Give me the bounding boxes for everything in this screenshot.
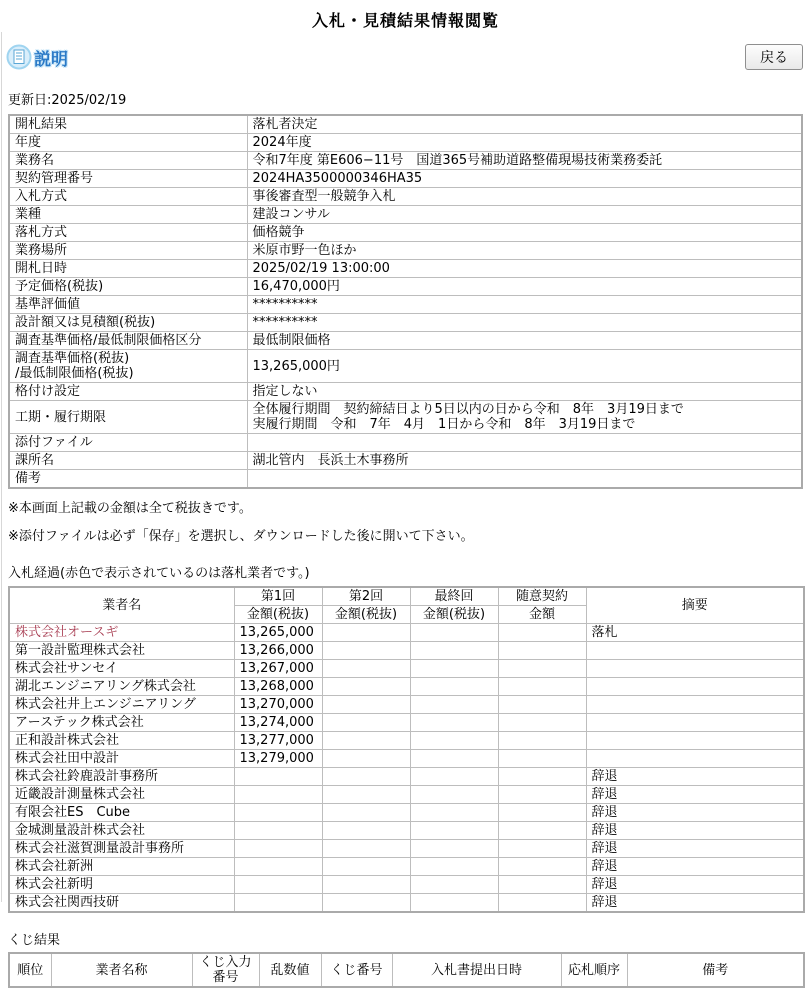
toolbar [6,41,803,73]
bid-remark-cell: 辞退 [586,876,804,894]
bid-vendor-cell: アーステック株式会社 [9,714,234,732]
bid-row [9,786,804,804]
details-label: 年度 [9,134,247,152]
details-row [9,134,802,152]
bid-vendor-cell: 株式会社井上エンジニアリング [9,696,234,714]
details-value: 米原市野一色ほか [247,242,802,260]
bid-amount-cell [234,804,322,822]
details-value: 価格競争 [247,224,802,242]
details-value: 2024年度 [247,134,802,152]
details-label: 添付ファイル [9,434,247,452]
bid-row [9,624,804,642]
details-label: 開札日時 [9,260,247,278]
bid-vendor-cell: 有限会社ES Cube [9,804,234,822]
details-label: 設計額又は見積額(税抜) [9,314,247,332]
bid-amount-cell [234,840,322,858]
bid-amount-cell [322,768,410,786]
bid-amount-cell [322,804,410,822]
bid-amount-cell [410,678,498,696]
bid-amount-cell: 13,279,000 [234,750,322,768]
col-negotiated: 随意契約 [498,587,586,606]
bid-amount-cell [322,696,410,714]
details-value: 13,265,000円 [247,350,802,383]
bid-amount-cell [498,786,586,804]
bid-amount-cell [410,732,498,750]
bid-amount-cell [410,894,498,913]
bid-amount-cell [322,642,410,660]
bid-remark-cell: 辞退 [586,786,804,804]
bid-amount-cell [498,642,586,660]
bid-remark-cell: 辞退 [586,840,804,858]
bid-row [9,894,804,913]
details-table [8,114,803,489]
bid-amount-cell [498,876,586,894]
bid-row [9,768,804,786]
bid-remark-cell: 辞退 [586,858,804,876]
lottery-header-row [9,953,804,987]
details-row [9,350,802,383]
updated-date: 更新日:2025/02/19 [8,93,127,108]
bid-row [9,660,804,678]
bid-remark-cell [586,732,804,750]
details-row [9,170,802,188]
details-label: 工期・履行期限 [9,401,247,434]
col-lottery-remark: 備考 [627,953,804,987]
details-row [9,452,802,470]
details-label: 入札方式 [9,188,247,206]
col-lottery-entry-number: くじ入力番号 [192,953,259,987]
details-label: 調査基準価格/最低制限価格区分 [9,332,247,350]
details-value [247,434,802,452]
bid-vendor-cell: 株式会社鈴鹿設計事務所 [9,768,234,786]
details-value: 最低制限価格 [247,332,802,350]
bid-vendor-cell: 近畿設計測量株式会社 [9,786,234,804]
details-row [9,332,802,350]
details-label: 予定価格(税抜) [9,278,247,296]
col-round1: 第1回 [234,587,322,606]
bid-amount-cell [322,624,410,642]
note-tax: ※本画面上記載の金額は全て税抜きです。 [8,501,252,516]
bid-remark-cell [586,714,804,732]
details-row [9,470,802,489]
bid-amount-cell [322,750,410,768]
bid-amount-cell: 13,277,000 [234,732,322,750]
bid-amount-cell [322,660,410,678]
bid-amount-cell [322,894,410,913]
details-row [9,278,802,296]
details-value: 2025/02/19 13:00:00 [247,260,802,278]
bid-amount-cell [410,804,498,822]
bid-remark-cell: 辞退 [586,894,804,913]
bid-amount-cell [322,858,410,876]
bid-section-heading: 入札経過(赤色で表示されているのは落札業者です。) [8,566,310,581]
bid-row [9,714,804,732]
document-icon [6,44,32,70]
bid-remark-cell [586,678,804,696]
bid-vendor-cell: 株式会社関西技研 [9,894,234,913]
bid-amount-cell [322,786,410,804]
bid-table-body [9,624,804,913]
bid-remark-cell [586,660,804,678]
bid-row [9,858,804,876]
details-label: 業務場所 [9,242,247,260]
bid-amount-cell: 13,274,000 [234,714,322,732]
bid-amount-cell [498,624,586,642]
details-value: 事後審査型一般競争入札 [247,188,802,206]
bid-row [9,678,804,696]
bid-row [9,804,804,822]
bid-vendor-cell: 株式会社田中設計 [9,750,234,768]
bid-amount-cell [410,714,498,732]
bid-amount-cell [410,696,498,714]
bid-amount-cell: 13,266,000 [234,642,322,660]
back-button[interactable]: 戻る [745,44,803,70]
bid-amount-cell [322,876,410,894]
bid-vendor-cell: 株式会社新明 [9,876,234,894]
details-label: 備考 [9,470,247,489]
bid-row [9,732,804,750]
bid-amount-cell [498,696,586,714]
bid-amount-cell [234,768,322,786]
bid-remark-cell: 辞退 [586,768,804,786]
details-row [9,115,802,134]
bid-row [9,642,804,660]
bid-amount-cell [498,660,586,678]
bid-amount-cell [410,840,498,858]
details-row [9,314,802,332]
frame-divider [1,32,2,902]
bid-amount-cell [234,786,322,804]
bid-vendor-cell: 正和設計株式会社 [9,732,234,750]
col-remark: 摘要 [586,587,804,624]
col-final: 最終回 [410,587,498,606]
bid-amount-cell [498,840,586,858]
bid-amount-cell [410,786,498,804]
bid-amount-cell [498,768,586,786]
details-label: 課所名 [9,452,247,470]
details-value: ********** [247,314,802,332]
bid-amount-cell [410,822,498,840]
bid-amount-cell [234,894,322,913]
bid-amount-cell [322,732,410,750]
details-value: 指定しない [247,383,802,401]
col-bid-order: 応札順序 [561,953,627,987]
col-final-sub: 金額(税抜) [410,606,498,624]
col-rank: 順位 [9,953,51,987]
bid-remark-cell [586,642,804,660]
details-row [9,434,802,452]
details-label: 業務名 [9,152,247,170]
bid-amount-cell: 13,268,000 [234,678,322,696]
bid-amount-cell [498,714,586,732]
bid-vendor-cell: 湖北エンジニアリング株式会社 [9,678,234,696]
bid-amount-cell [498,732,586,750]
bid-row [9,822,804,840]
bid-amount-cell [498,804,586,822]
bid-amount-cell [498,858,586,876]
bid-amount-cell [410,624,498,642]
col-round1-sub: 金額(税抜) [234,606,322,624]
details-value: ********** [247,296,802,314]
bid-remark-cell: 辞退 [586,804,804,822]
bid-amount-cell [322,678,410,696]
details-row [9,260,802,278]
details-table-body [9,115,802,488]
details-label: 開札結果 [9,115,247,134]
bid-row [9,696,804,714]
bid-amount-cell [410,750,498,768]
bid-amount-cell [410,660,498,678]
col-lottery-number: くじ番号 [321,953,392,987]
page-title: 入札・見積結果情報閲覧 [311,11,499,30]
details-value: 令和7年度 第E606−11号 国道365号補助道路整備現場技術業務委託 [247,152,802,170]
bid-amount-cell [322,714,410,732]
details-label: 調査基準価格(税抜) /最低制限価格(税抜) [9,350,247,383]
details-row [9,152,802,170]
bid-amount-cell: 13,267,000 [234,660,322,678]
details-row [9,188,802,206]
details-row [9,296,802,314]
bid-vendor-cell: 金城測量設計株式会社 [9,822,234,840]
bid-amount-cell [322,840,410,858]
details-value: 湖北管内 長浜土木事務所 [247,452,802,470]
bid-remark-cell: 辞退 [586,822,804,840]
bid-remark-cell [586,750,804,768]
bid-header-row-1 [9,587,804,606]
help-button-label: 説明 [34,49,68,70]
details-value: 16,470,000円 [247,278,802,296]
details-label: 業種 [9,206,247,224]
bid-amount-cell [498,750,586,768]
details-row [9,383,802,401]
bid-amount-cell [498,678,586,696]
details-value: 落札者決定 [247,115,802,134]
col-random-value: 乱数値 [259,953,321,987]
bid-remark-cell: 落札 [586,624,804,642]
help-button[interactable] [6,44,68,70]
details-value: 2024HA3500000346HA35 [247,170,802,188]
bid-amount-cell [322,822,410,840]
details-label: 落札方式 [9,224,247,242]
bid-amount-cell [498,894,586,913]
details-row [9,401,802,434]
details-row [9,224,802,242]
details-value: 全体履行期間 契約締結日より5日以内の日から令和 8年 3月19日まで 実履行期間 令和 7年 4月 1日から令和 8年 3月19日まで [247,401,802,434]
col-vendor: 業者名 [9,587,234,624]
bid-amount-cell [410,858,498,876]
bid-amount-cell [410,642,498,660]
note-attachment: ※添付ファイルは必ず「保存」を選択し、ダウンロードした後に開いて下さい。 [8,529,474,544]
details-row [9,206,802,224]
bid-row [9,750,804,768]
bid-amount-cell [234,876,322,894]
bid-remark-cell [586,696,804,714]
bid-amount-cell [234,822,322,840]
bid-vendor-cell: 株式会社新洲 [9,858,234,876]
details-label: 格付け設定 [9,383,247,401]
details-row [9,242,802,260]
col-round2: 第2回 [322,587,410,606]
details-label: 基準評価値 [9,296,247,314]
bid-row [9,840,804,858]
col-vendor-name: 業者名称 [51,953,192,987]
bid-vendor-cell: 株式会社サンセイ [9,660,234,678]
lottery-heading: くじ結果 [8,933,61,948]
bid-row [9,876,804,894]
col-negotiated-sub: 金額 [498,606,586,624]
details-value [247,470,802,489]
col-bid-submit-datetime: 入札書提出日時 [392,953,561,987]
details-label: 契約管理番号 [9,170,247,188]
bid-amount-cell [410,876,498,894]
bid-vendor-cell: 第一設計監理株式会社 [9,642,234,660]
bid-vendor-cell: 株式会社滋賀測量設計事務所 [9,840,234,858]
bid-amount-cell: 13,265,000 [234,624,322,642]
bid-amount-cell [498,822,586,840]
lottery-table [8,952,805,988]
bid-amount-cell [234,858,322,876]
bid-amount-cell [410,768,498,786]
bid-vendor-cell: 株式会社オースギ [9,624,234,642]
col-round2-sub: 金額(税抜) [322,606,410,624]
bid-amount-cell: 13,270,000 [234,696,322,714]
details-value: 建設コンサル [247,206,802,224]
bid-table [8,586,805,913]
